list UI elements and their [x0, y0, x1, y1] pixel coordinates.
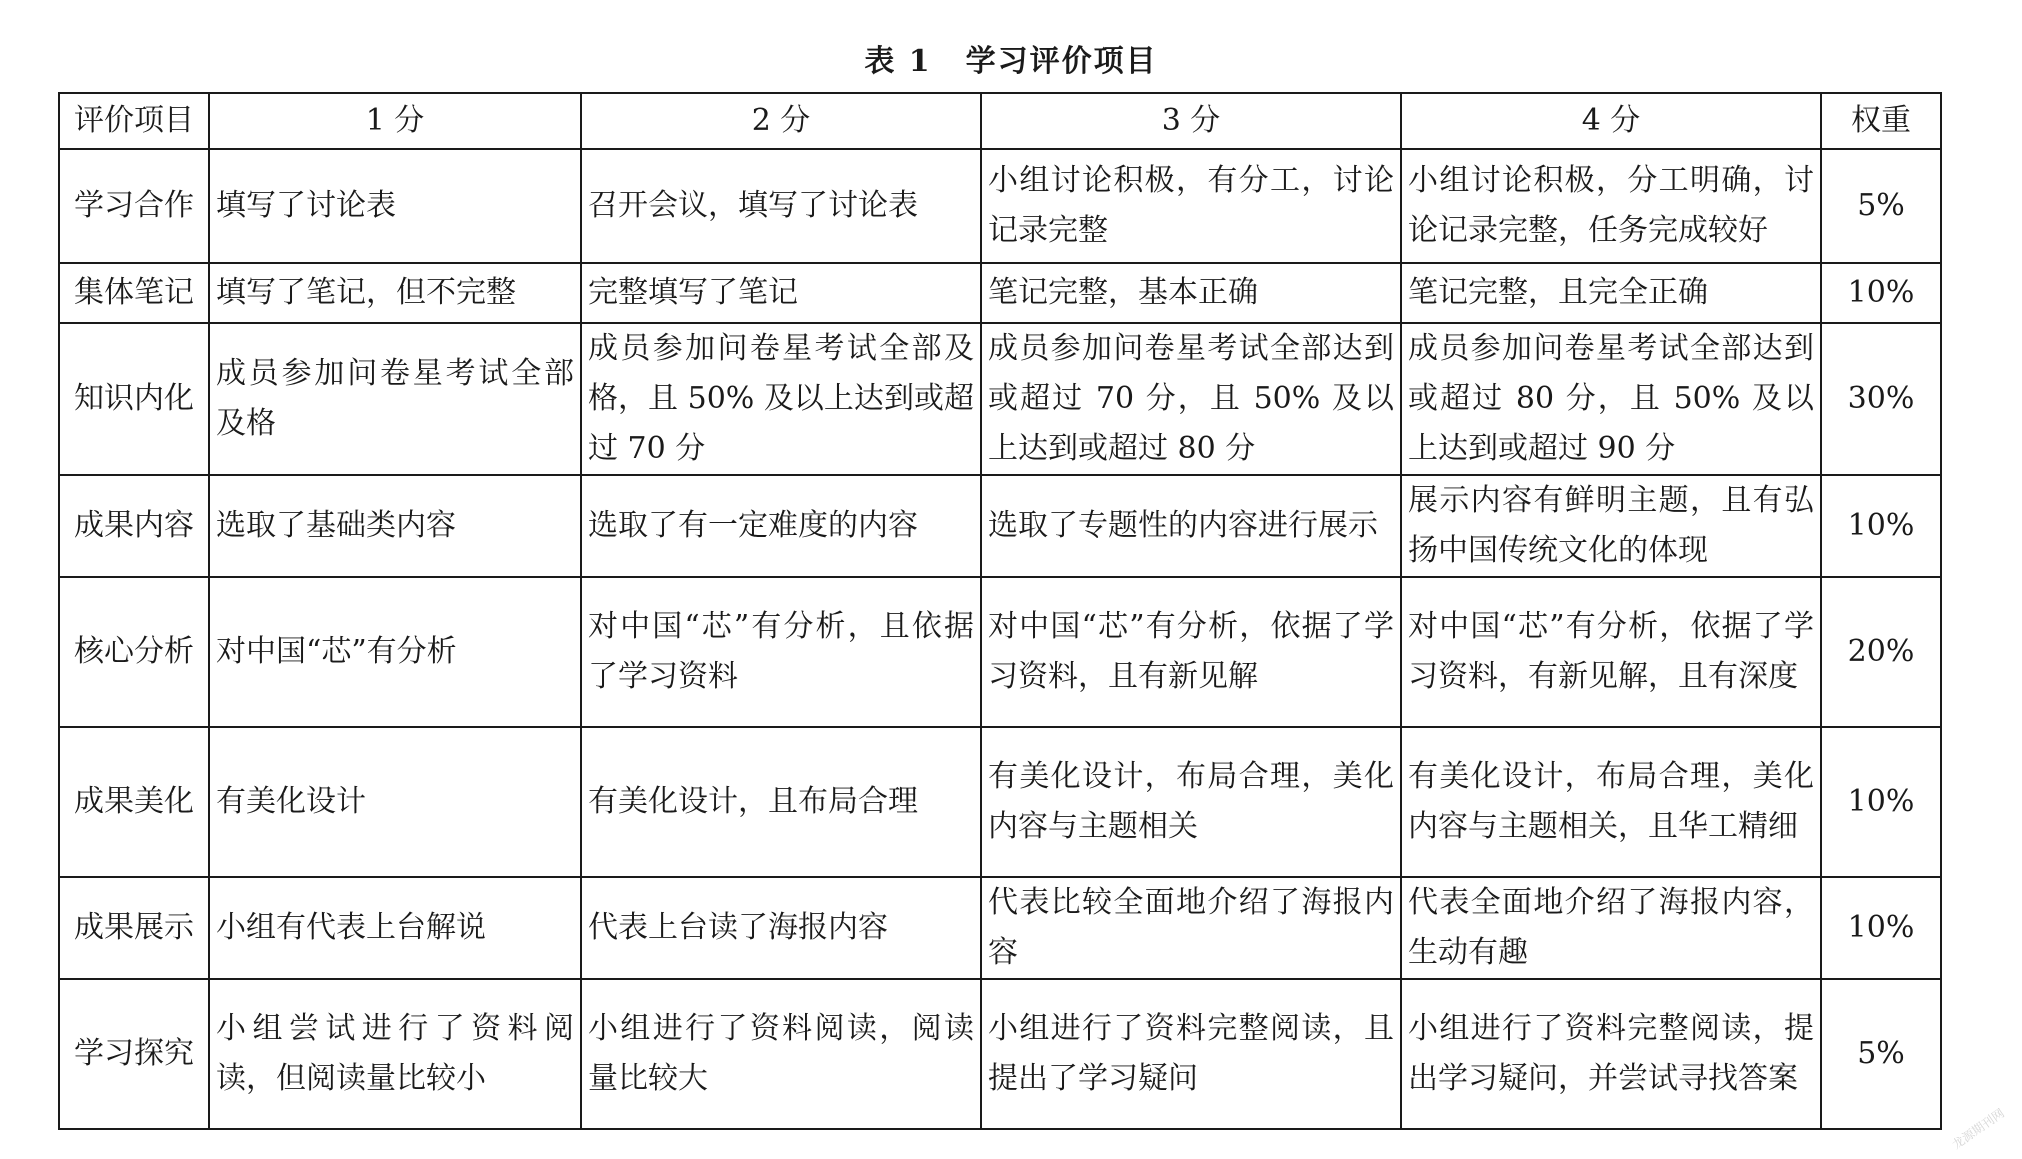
score-4-cell: 对中国“芯”有分析，依据了学习资料，有新见解，且有深度	[1401, 577, 1821, 727]
score-1-cell: 小组尝试进行了资料阅读，但阅读量比较小	[209, 979, 581, 1129]
score-4-cell: 成员参加问卷星考试全部达到或超过 80 分，且 50% 及以上达到或超过 90 分	[1401, 323, 1821, 475]
score-4-cell: 笔记完整，且完全正确	[1401, 263, 1821, 323]
weight-cell: 20%	[1821, 577, 1941, 727]
score-3-cell: 小组进行了资料完整阅读，且提出了学习疑问	[981, 979, 1401, 1129]
score-3-cell: 笔记完整，基本正确	[981, 263, 1401, 323]
score-4-cell: 有美化设计，布局合理，美化内容与主题相关，且华工精细	[1401, 727, 1821, 877]
score-1-cell: 成员参加问卷星考试全部及格	[209, 323, 581, 475]
row-item: 成果美化	[59, 727, 209, 877]
score-1-cell: 选取了基础类内容	[209, 475, 581, 577]
row-item: 核心分析	[59, 577, 209, 727]
table-row	[59, 475, 1941, 577]
table-caption	[0, 36, 2022, 80]
score-2-cell: 小组进行了资料阅读，阅读量比较大	[581, 979, 981, 1129]
score-2-cell: 成员参加问卷星考试全部及格，且 50% 及以上达到或超过 70 分	[581, 323, 981, 475]
score-4-cell: 小组进行了资料完整阅读，提出学习疑问，并尝试寻找答案	[1401, 979, 1821, 1129]
score-3-cell: 选取了专题性的内容进行展示	[981, 475, 1401, 577]
row-item: 学习合作	[59, 149, 209, 263]
table-row	[59, 577, 1941, 727]
row-item: 集体笔记	[59, 263, 209, 323]
header-score-1: 1 分	[209, 93, 581, 149]
score-2-cell: 代表上台读了海报内容	[581, 877, 981, 979]
table-row	[59, 149, 1941, 263]
header-score-3: 3 分	[981, 93, 1401, 149]
score-1-cell: 有美化设计	[209, 727, 581, 877]
row-item: 知识内化	[59, 323, 209, 475]
header-score-2: 2 分	[581, 93, 981, 149]
score-4-cell: 小组讨论积极，分工明确，讨论记录完整，任务完成较好	[1401, 149, 1821, 263]
weight-cell: 30%	[1821, 323, 1941, 475]
weight-cell: 10%	[1821, 263, 1941, 323]
score-4-cell: 展示内容有鲜明主题，且有弘扬中国传统文化的体现	[1401, 475, 1821, 577]
watermark: 龙源期刊网	[1949, 1105, 2007, 1152]
table-row	[59, 727, 1941, 877]
weight-cell: 10%	[1821, 877, 1941, 979]
table-number: 表 1	[864, 44, 932, 79]
weight-cell: 5%	[1821, 979, 1941, 1129]
row-item: 成果内容	[59, 475, 209, 577]
row-item: 学习探究	[59, 979, 209, 1129]
score-1-cell: 小组有代表上台解说	[209, 877, 581, 979]
table-title: 学习评价项目	[965, 44, 1158, 79]
score-3-cell: 成员参加问卷星考试全部达到或超过 70 分，且 50% 及以上达到或超过 80 分	[981, 323, 1401, 475]
score-1-cell: 对中国“芯”有分析	[209, 577, 581, 727]
evaluation-table	[58, 92, 1942, 1130]
score-3-cell: 对中国“芯”有分析，依据了学习资料，且有新见解	[981, 577, 1401, 727]
weight-cell: 10%	[1821, 475, 1941, 577]
table-header-row	[59, 93, 1941, 149]
table-row	[59, 877, 1941, 979]
header-item: 评价项目	[59, 93, 209, 149]
header-score-4: 4 分	[1401, 93, 1821, 149]
score-2-cell: 有美化设计，且布局合理	[581, 727, 981, 877]
table-row	[59, 323, 1941, 475]
score-2-cell: 完整填写了笔记	[581, 263, 981, 323]
row-item: 成果展示	[59, 877, 209, 979]
score-1-cell: 填写了笔记，但不完整	[209, 263, 581, 323]
weight-cell: 5%	[1821, 149, 1941, 263]
score-1-cell: 填写了讨论表	[209, 149, 581, 263]
score-2-cell: 选取了有一定难度的内容	[581, 475, 981, 577]
score-3-cell: 有美化设计，布局合理，美化内容与主题相关	[981, 727, 1401, 877]
weight-cell: 10%	[1821, 727, 1941, 877]
score-3-cell: 小组讨论积极，有分工，讨论记录完整	[981, 149, 1401, 263]
score-4-cell: 代表全面地介绍了海报内容，生动有趣	[1401, 877, 1821, 979]
score-2-cell: 召开会议，填写了讨论表	[581, 149, 981, 263]
header-weight: 权重	[1821, 93, 1941, 149]
score-2-cell: 对中国“芯”有分析，且依据了学习资料	[581, 577, 981, 727]
score-3-cell: 代表比较全面地介绍了海报内容	[981, 877, 1401, 979]
table-row	[59, 979, 1941, 1129]
table-row	[59, 263, 1941, 323]
